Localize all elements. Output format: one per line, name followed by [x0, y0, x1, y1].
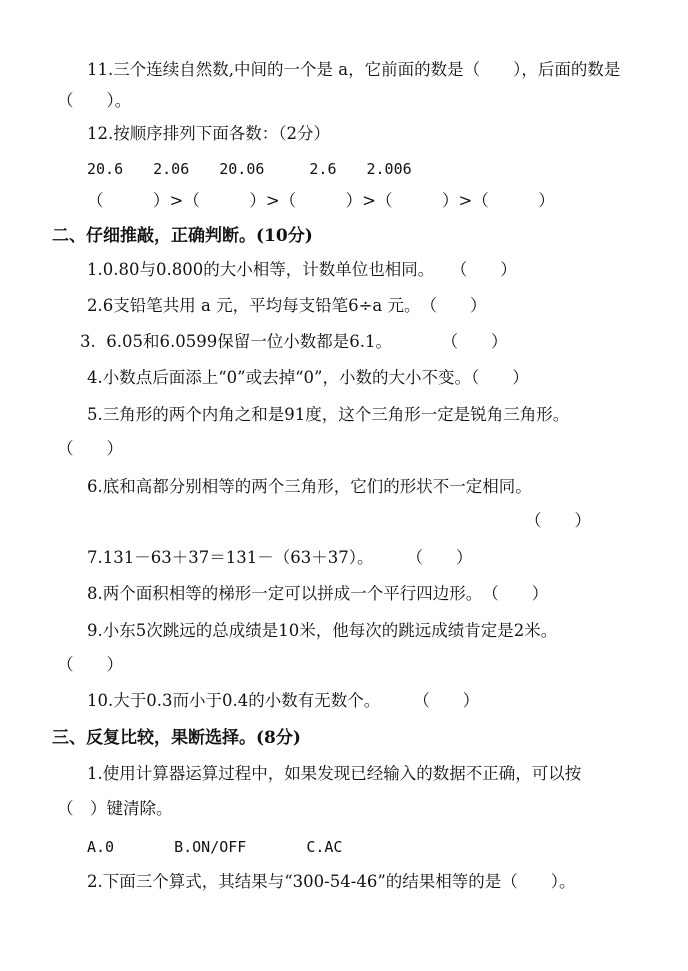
judge-item-6-blank: （ ） — [525, 511, 591, 530]
judge-item-5-blank: （ ） — [57, 439, 123, 458]
judge-item-8: 8.两个面积相等的梯形一定可以拼成一个平行四边形。 （ ） — [87, 584, 549, 603]
judge-item-9: 9.小东5次跳远的总成绩是10米，他每次的跳远成绩肯定是2米。 — [87, 621, 558, 640]
judge-item-9-blank: （ ） — [57, 655, 123, 674]
line-q12: 12.按顺序排列下面各数：（2分） — [87, 124, 330, 143]
judge-item-1: 1.0.80与0.800的大小相等，计数单位也相同。 （ ） — [87, 260, 517, 279]
choice-item-1-options: A.0 B.ON/OFF C.AC — [87, 838, 343, 856]
line-q11: 11.三个连续自然数,中间的一个是 a，它前面的数是（ ），后面的数是 — [87, 60, 621, 79]
choice-item-1-cont: （ ）键清除。 — [57, 799, 173, 818]
judge-item-4: 4.小数点后面添上“0”或去掉“0”，小数的大小不变。（ ） — [87, 368, 529, 387]
section-heading-3: 三、反复比较，果断选择。(8分) — [52, 728, 301, 748]
judge-item-7: 7.131－63＋37＝131－（63＋37）。 （ ） — [87, 548, 473, 567]
choice-item-1: 1.使用计算器运算过程中，如果发现已经输入的数据不正确，可以按 — [87, 764, 582, 783]
judge-item-6: 6.底和高都分别相等的两个三角形，它们的形状不一定相同。 — [87, 477, 532, 496]
judge-item-10: 10.大于0.3而小于0.4的小数有无数个。 （ ） — [87, 691, 480, 710]
line-q12-numbers: 20.6 2.06 20.06 2.6 2.006 — [87, 160, 412, 178]
judge-item-2: 2.6支铅笔共用 a 元，平均每支铅笔6÷a 元。 （ ） — [87, 296, 487, 315]
judge-item-3: 3. 6.05和6.0599保留一位小数都是6.1。 （ ） — [80, 332, 508, 351]
line-q11-cont: （ ）。 — [57, 91, 132, 110]
line-q12-blanks: （ ）>（ ）>（ ）>（ ）>（ ） — [87, 191, 555, 210]
choice-item-2: 2.下面三个算式，其结果与“300-54-46”的结果相等的是（ ）。 — [87, 872, 576, 891]
section-heading-2: 二、仔细推敲，正确判断。(10分) — [52, 226, 313, 246]
judge-item-5: 5.三角形的两个内角之和是91度，这个三角形一定是锐角三角形。 — [87, 405, 570, 424]
